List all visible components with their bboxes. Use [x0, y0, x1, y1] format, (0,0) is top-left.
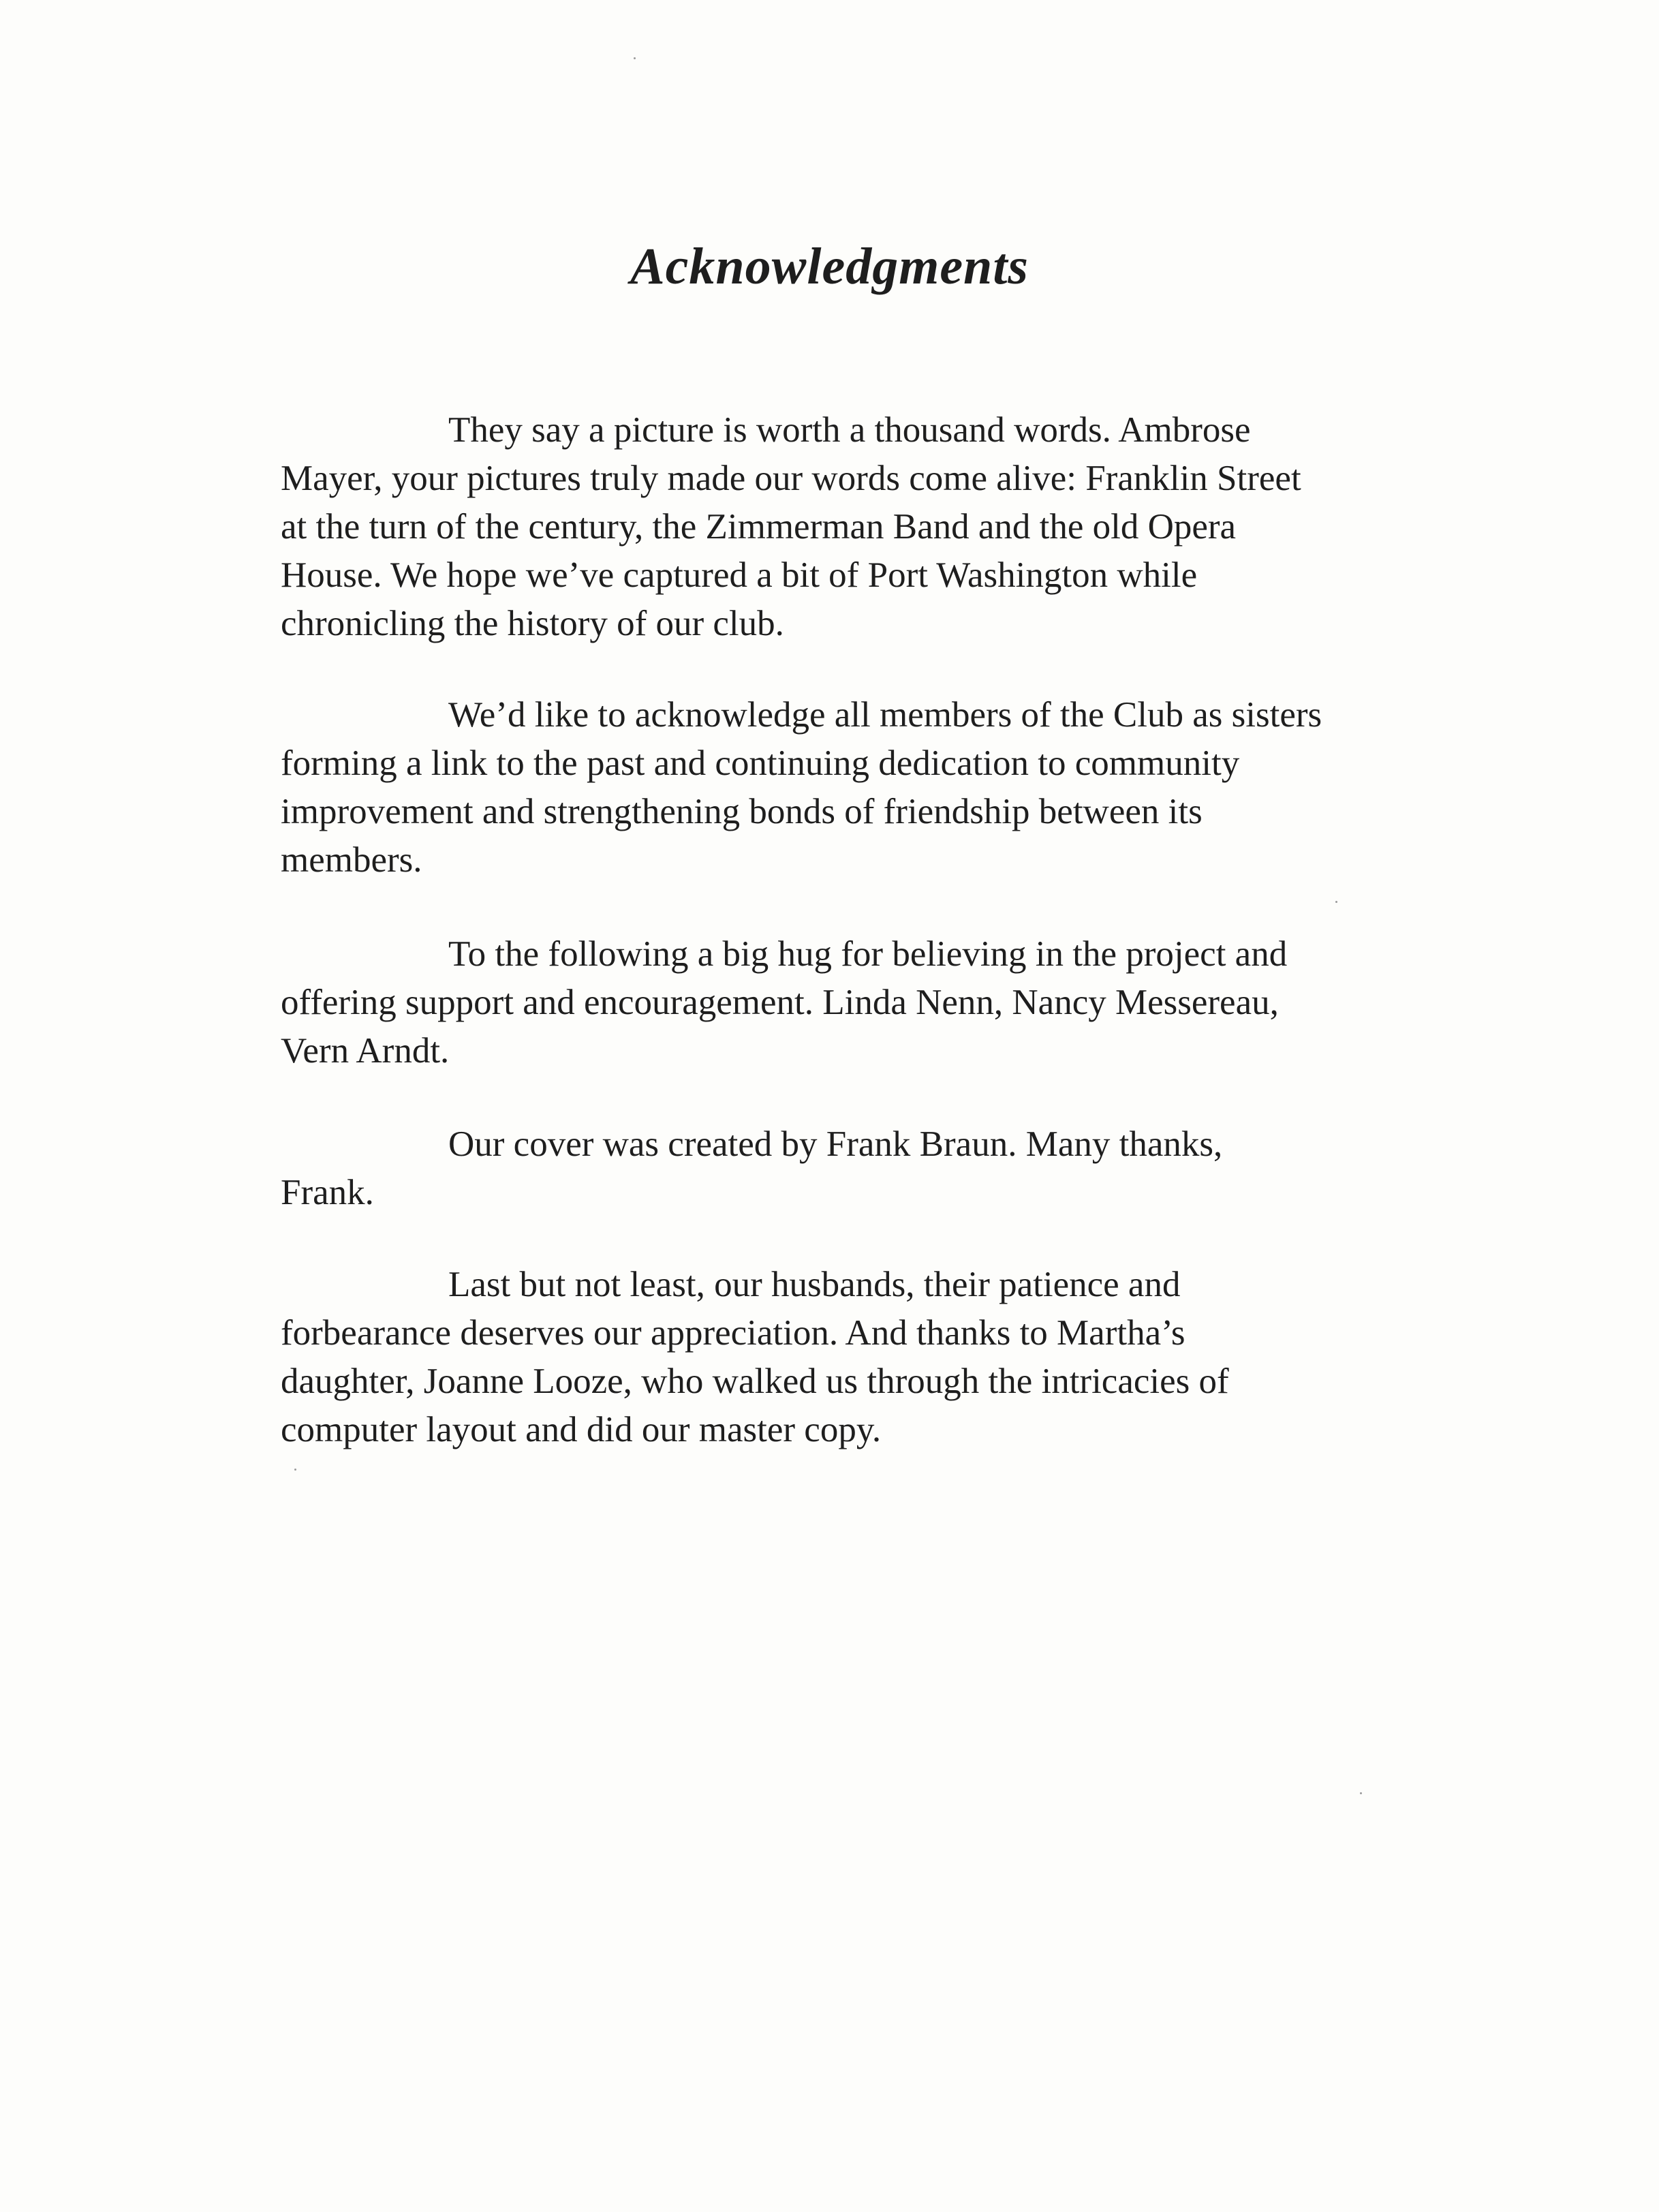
paragraph-line: House. We hope we’ve captured a bit of Port Washington while: [281, 555, 1198, 595]
paragraph-line: Mayer, your pictures truly made our words come alive: Franklin Street: [281, 459, 1301, 498]
scan-speck: [634, 57, 636, 59]
paragraph-husbands: [281, 1261, 1439, 1454]
paragraph-cover: [281, 1120, 1439, 1217]
scan-speck: [1335, 901, 1337, 903]
paragraph-line: chronicling the history of our club.: [281, 604, 784, 643]
scan-speck: [294, 1469, 296, 1471]
paragraph-line: Last but not least, our husbands, their patience and: [448, 1265, 1181, 1304]
paragraph-pictures: [281, 406, 1439, 648]
paragraph-line: Vern Arndt.: [281, 1031, 450, 1071]
paragraph-line: computer layout and did our master copy.: [281, 1410, 882, 1449]
page-title: Acknowledgments: [630, 237, 1029, 295]
paragraph-line: To the following a big hug for believing in the project and: [448, 934, 1288, 974]
paragraph-line: offering support and encouragement. Linda Nenn, Nancy Messereau,: [281, 983, 1279, 1022]
paragraph-line: We’d like to acknowledge all members of the Club as sisters: [448, 695, 1322, 735]
paragraph-supporters: [281, 930, 1439, 1075]
paragraph-line: Our cover was created by Frank Braun. Many thanks,: [448, 1124, 1223, 1164]
paragraph-line: Frank.: [281, 1173, 374, 1212]
paragraph-line: forbearance deserves our appreciation. And thanks to Martha’s: [281, 1313, 1185, 1353]
paragraph-line: daughter, Joanne Looze, who walked us through the intricacies of: [281, 1362, 1229, 1401]
paragraph-line: members.: [281, 840, 422, 880]
paragraph-line: at the turn of the century, the Zimmerman Band and the old Opera: [281, 507, 1237, 547]
paragraph-line: improvement and strengthening bonds of friendship between its: [281, 792, 1203, 831]
paragraph-members: [281, 691, 1439, 885]
paragraph-line: forming a link to the past and continuing dedication to community: [281, 743, 1240, 783]
paragraph-line: They say a picture is worth a thousand words. Ambrose: [448, 410, 1251, 450]
scan-speck: [1360, 1792, 1362, 1794]
